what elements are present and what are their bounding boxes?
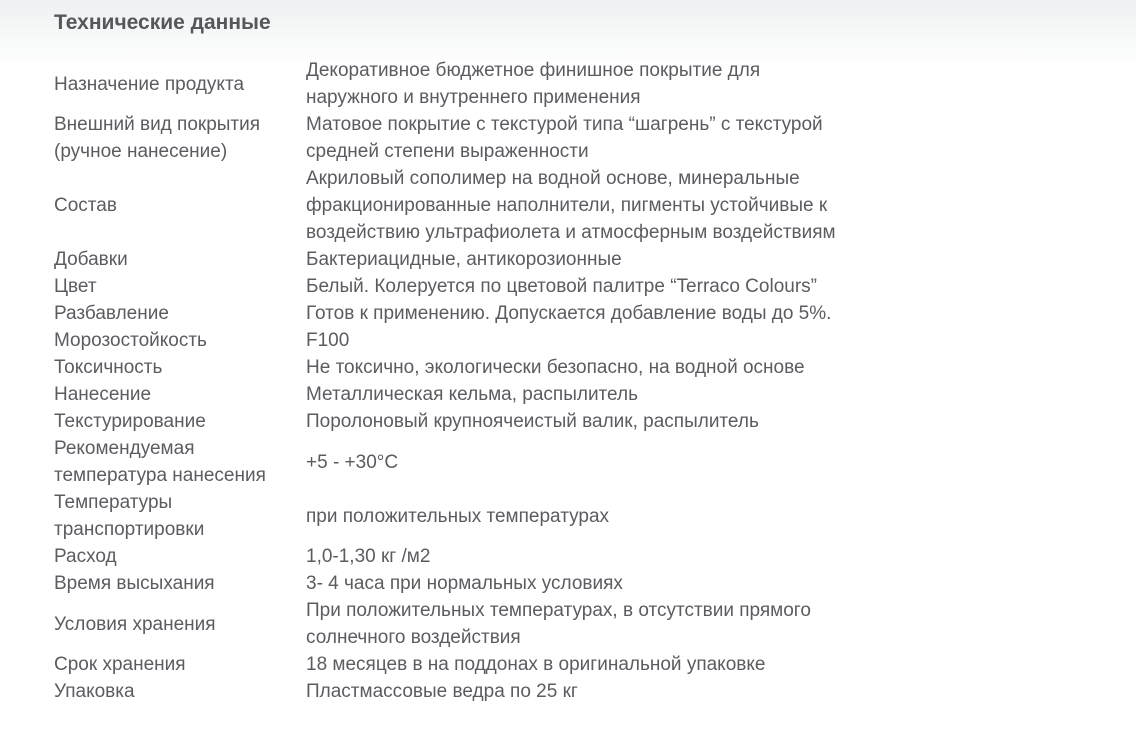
spec-label: Нанесение [54, 384, 152, 405]
spec-label: Рекомендуемая температура нанесения [54, 438, 266, 486]
spec-row-application [54, 381, 946, 408]
spec-label: Назначение продукта [54, 73, 245, 95]
spec-label: Добавки [54, 249, 128, 270]
spec-row-consumption [54, 543, 946, 570]
spec-row-additives [54, 246, 946, 273]
spec-value: Поролоновый крупноячеистый валик, распылитель [306, 411, 759, 432]
spec-value: Акриловый сополимер на водной основе, минеральные фракционированные наполнители, пигменты устойчивые к воздействию ультрафиолета и атмосферным воздействиям [306, 168, 836, 243]
spec-row-color [54, 273, 946, 300]
spec-label: Температуры транспортировки [54, 492, 205, 540]
spec-row-application-temperature [54, 435, 946, 489]
spec-value: Бактериацидные, антикорозионные [306, 249, 622, 270]
spec-row-transport-temperature [54, 489, 946, 543]
spec-row-purpose [54, 57, 946, 111]
spec-label: Внешний вид покрытия (ручное нанесение) [54, 114, 261, 162]
spec-value: F100 [306, 330, 350, 351]
spec-row-dilution [54, 300, 946, 327]
spec-value: Декоративное бюджетное финишное покрытие для наружного и внутреннего применения [306, 60, 761, 108]
spec-value: при положительных температурах [306, 505, 610, 527]
spec-row-texturing [54, 408, 946, 435]
spec-value: Не токсично, экологически безопасно, на водной основе [306, 357, 805, 378]
spec-label: Условия хранения [54, 613, 216, 635]
spec-label: Морозостойкость [54, 330, 207, 351]
spec-row-appearance [54, 111, 946, 165]
spec-label: Разбавление [54, 303, 169, 324]
spec-value: Матовое покрытие с текстурой типа “шагрень” с текстурой средней степени выраженности [306, 114, 823, 162]
spec-row-frost-resistance [54, 327, 946, 354]
spec-value: +5 - +30°C [306, 451, 399, 473]
spec-label: Расход [54, 546, 117, 567]
spec-value: Белый. Колеруется по цветовой палитре “Terraco Colours” [306, 276, 817, 297]
section-title: Технические данные [54, 11, 271, 34]
spec-label: Цвет [54, 276, 97, 297]
spec-label: Упаковка [54, 681, 135, 702]
spec-value: 18 месяцев в на поддонах в оригинальной упаковке [306, 654, 766, 675]
spec-row-storage-conditions [54, 597, 946, 651]
spec-label: Время высыхания [54, 573, 215, 594]
spec-value: 3- 4 часа при нормальных условиях [306, 573, 623, 594]
spec-row-composition [54, 165, 946, 246]
spec-label: Состав [54, 195, 117, 216]
spec-row-shelf-life [54, 651, 946, 678]
spec-value: Металлическая кельма, распылитель [306, 384, 638, 405]
spec-row-drying-time [54, 570, 946, 597]
spec-value: Пластмассовые ведра по 25 кг [306, 681, 578, 702]
spec-value: При положительных температурах, в отсутствии прямого солнечного воздействия [306, 600, 811, 648]
technical-data-section [54, 9, 1114, 705]
spec-value: Готов к применению. Допускается добавление воды до 5%. [306, 303, 832, 324]
specs-table [54, 57, 946, 705]
spec-row-packaging [54, 678, 946, 705]
spec-label: Срок хранения [54, 654, 186, 675]
spec-label: Токсичность [54, 357, 163, 378]
spec-label: Текстурирование [54, 411, 206, 432]
spec-row-toxicity [54, 354, 946, 381]
spec-value: 1,0-1,30 кг /м2 [306, 546, 431, 567]
